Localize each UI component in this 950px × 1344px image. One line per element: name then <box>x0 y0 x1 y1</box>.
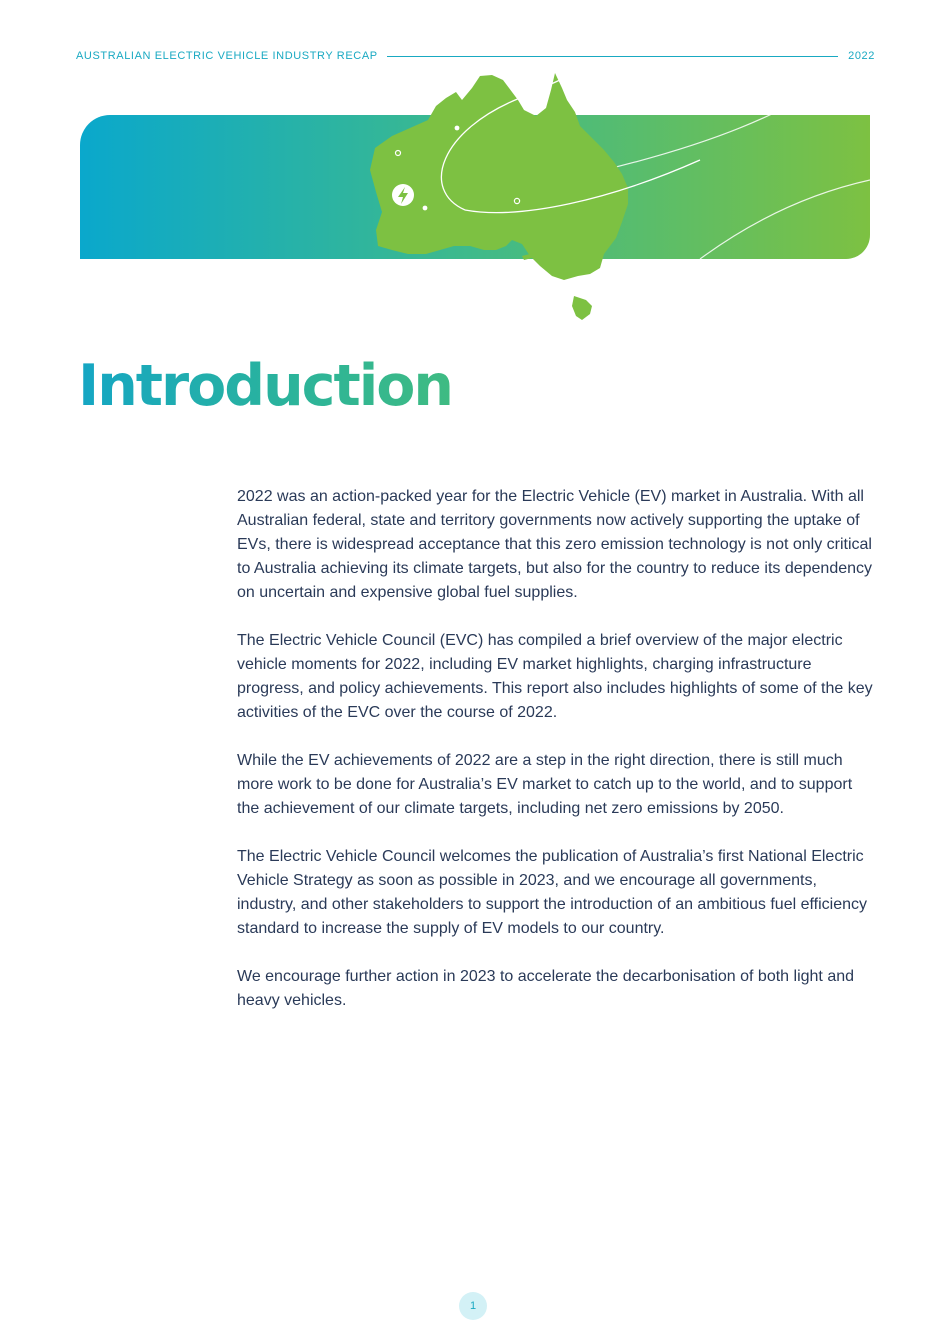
running-header <box>76 48 875 64</box>
paragraph: While the EV achievements of 2022 are a step in the right direction, there is still much more work to be done for Australia’s EV market to catch up to the world, and to support the achievement of our climate targets, including net zero emissions by 2050. <box>237 752 853 817</box>
paragraph: We encourage further action in 2023 to accelerate the decarbonisation of both light and heavy vehicles. <box>237 968 855 1009</box>
paragraph: The Electric Vehicle Council (EVC) has compiled a brief overview of the major electric vehicle moments for 2022, including EV market highlights, charging infrastructure progress, and policy achievements. This report also includes highlights of some of the key activities of the EVC over the course of 2022. <box>237 632 873 721</box>
page-number: 1 <box>459 1292 487 1320</box>
lightning-bolt-icon <box>392 184 414 206</box>
introduction-body <box>237 485 877 1037</box>
map-marker <box>423 206 428 211</box>
hero-banner <box>0 70 950 330</box>
map-marker <box>455 126 460 131</box>
report-year: 2022 <box>848 50 875 62</box>
paragraph: The Electric Vehicle Council welcomes the publication of Australia’s first National Electric Vehicle Strategy as soon as possible in 2023, and we encourage all governments, industry, and other stakeholders to support the introduction of an ambitious fuel efficiency standard to increase the supply of EV models to our country. <box>237 848 867 937</box>
page-title: Introduction <box>78 350 452 422</box>
header-rule <box>387 56 838 57</box>
paragraph: 2022 was an action-packed year for the Electric Vehicle (EV) market in Australia. With all Australian federal, state and territory governments now actively supporting the uptake of EVs, there is widespread acceptance that this zero emission technology is not only critical to Australia achieving its climate targets, but also for the country to reduce its dependency on uncertain and expensive global fuel supplies. <box>237 488 873 601</box>
report-title: AUSTRALIAN ELECTRIC VEHICLE INDUSTRY RECAP <box>76 50 378 62</box>
tasmania-map <box>572 296 592 320</box>
